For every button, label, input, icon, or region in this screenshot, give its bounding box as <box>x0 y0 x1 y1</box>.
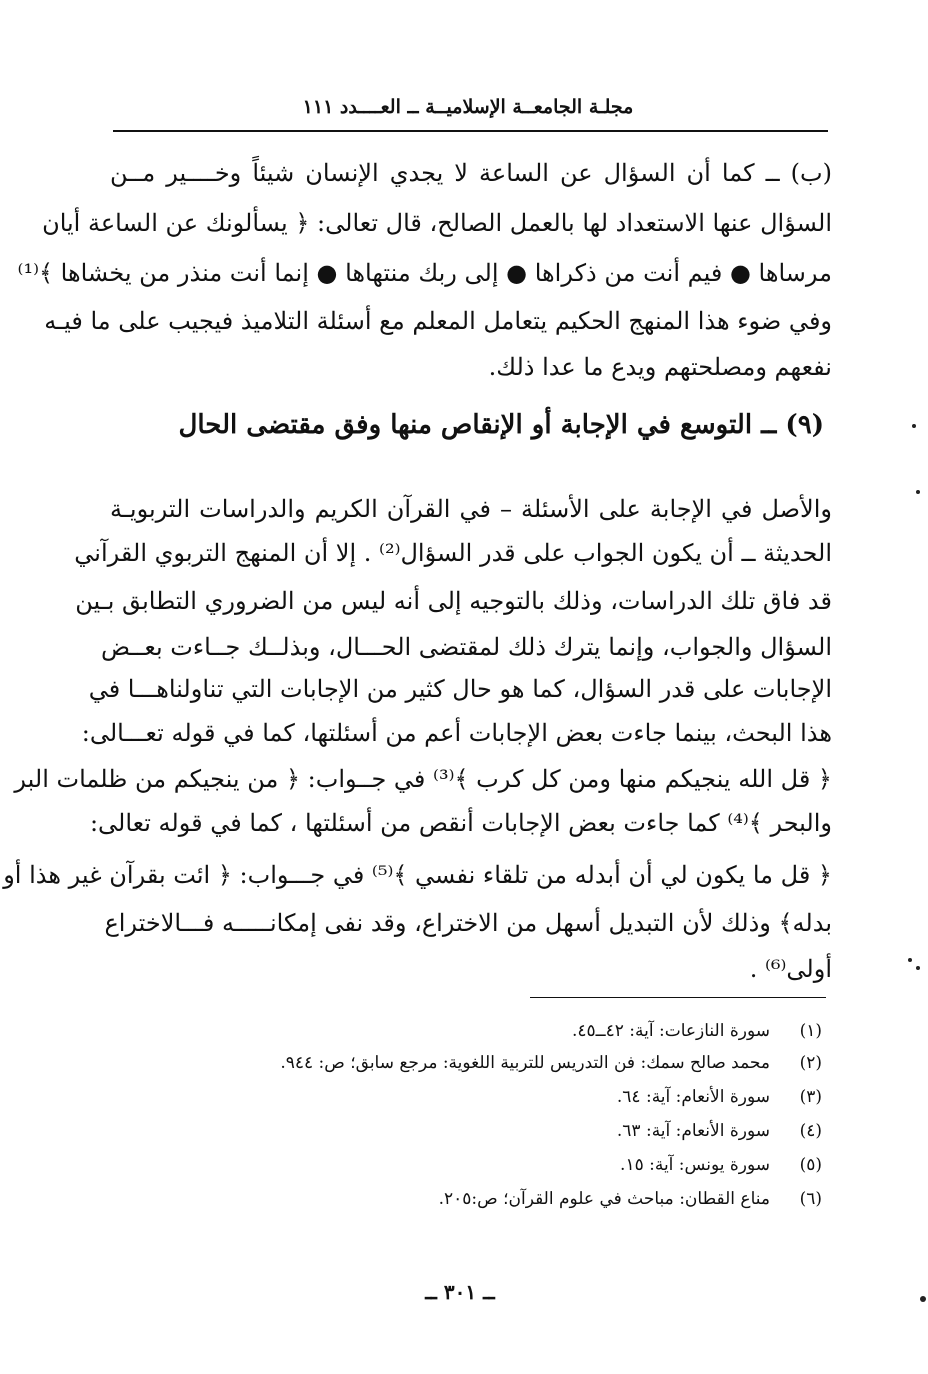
scan-speck <box>908 958 912 962</box>
footnote <box>200 1050 822 1076</box>
body-line: (ب) ــ كما أن السؤال عن الساعة لا يجدي الإنسان شيئاً وخــــير مــن <box>110 159 832 187</box>
footnote-text: مناع القطان: مباحث في علوم القرآن؛ ص:٢٠٥. <box>438 1189 770 1209</box>
body-line: هذا البحث، بينما جاءت بعض الإجابات أعم من أسئلتها، كما في قوله تعـــالى: <box>81 719 832 747</box>
footnote-text: سورة يونس: آية: ١٥. <box>620 1155 770 1175</box>
footnote-number: (٥) <box>799 1155 822 1175</box>
footnote-text: سورة الأنعام: آية: ٦٣. <box>616 1121 770 1141</box>
body-line: الحديثة ــ أن يكون الجواب على قدر السؤال⁽²⁾ . إلا أن المنهج التربوي القرآني <box>74 539 832 567</box>
footnote-text: سورة الأنعام: آية: ٦٤. <box>616 1087 770 1107</box>
footnote <box>200 1084 822 1110</box>
scan-speck <box>916 490 920 494</box>
body-line: أولى⁽⁶⁾ . <box>749 955 832 983</box>
running-header: مجلـة الجامعــة الإسلاميــة ــ العــــدد ١١١ <box>302 96 634 118</box>
header-rule <box>113 130 828 132</box>
body-line: ﴿ قل ما يكون لي أن أبدله من تلقاء نفسي ﴾⁽⁵⁾ في جـــواب: ﴿ ائت بقرآن غير هذا أو <box>3 861 832 889</box>
scan-speck <box>916 966 920 970</box>
footnote-number: (٣) <box>799 1087 822 1107</box>
body-line: والأصل في الإجابة على الأسئلة – في القرآن الكريم والدراسات التربويـة <box>110 495 832 523</box>
footnote-number: (١) <box>799 1021 822 1041</box>
body-line: ﴿ قل الله ينجيكم منها ومن كل كرب ﴾⁽³⁾ في جــواب: ﴿ من ينجيكم من ظلمات البر <box>14 765 832 793</box>
footnote <box>200 1152 822 1178</box>
body-line: وفي ضوء هذا المنهج الحكيم يتعامل المعلم مع أسئلة التلاميذ فيجيب على ما فيـه <box>44 307 832 335</box>
footnote-number: (٦) <box>799 1189 822 1209</box>
body-line: قد فاق تلك الدراسات، وذلك بالتوجيه إلى أنه ليس من الضروري التطابق بـين <box>75 587 832 615</box>
page-number: ــ ٣٠١ ــ <box>425 1280 495 1304</box>
footnote-text: محمد صالح سمك: فن التدريس للتربية اللغوية: مرجع سابق؛ ص: ٩٤٤. <box>280 1053 770 1073</box>
scan-speck <box>912 424 916 428</box>
footnote-rule <box>530 997 826 998</box>
footnote <box>200 1186 822 1212</box>
body-line: السؤال والجواب، وإنما يترك ذلك لمقتضى الحـــال، وبذلــك جــاءت بعــض <box>100 633 832 661</box>
footnote-text: سورة النازعات: آية: ٤٢ــ٤٥. <box>571 1021 770 1041</box>
scan-speck <box>920 1296 926 1302</box>
footnote <box>200 1018 822 1044</box>
body-line: والبحر ﴾⁽⁴⁾ كما جاءت بعض الإجابات أنقص من أسئلتها ، كما في قوله تعالى: <box>89 809 832 837</box>
footnote-number: (٤) <box>799 1121 822 1141</box>
section-heading: (٩) ــ التوسع في الإجابة أو الإنقاص منها وفق مقتضى الحال <box>178 410 824 440</box>
body-line: السؤال عنها الاستعداد لها بالعمل الصالح، قال تعالى: ﴿ يسألونك عن الساعة أيان <box>42 209 832 237</box>
body-line: بدله﴾ وذلك لأن التبديل أسهل من الاختراع، وقد نفى إمكانـــــه فـــالاختراع <box>104 909 832 937</box>
body-line: مرساها ● فيم أنت من ذكراها ● إلى ربك منتهاها ● إنما أنت منذر من يخشاها ﴾⁽¹⁾ <box>17 259 832 287</box>
footnote-number: (٢) <box>799 1053 822 1073</box>
body-line: الإجابات على قدر السؤال، كما هو حال كثير من الإجابات التي تناولناهـــا في <box>88 675 832 703</box>
footnote <box>200 1118 822 1144</box>
body-line: نفعهم ومصلحتهم ويدع ما عدا ذلك. <box>488 353 832 381</box>
